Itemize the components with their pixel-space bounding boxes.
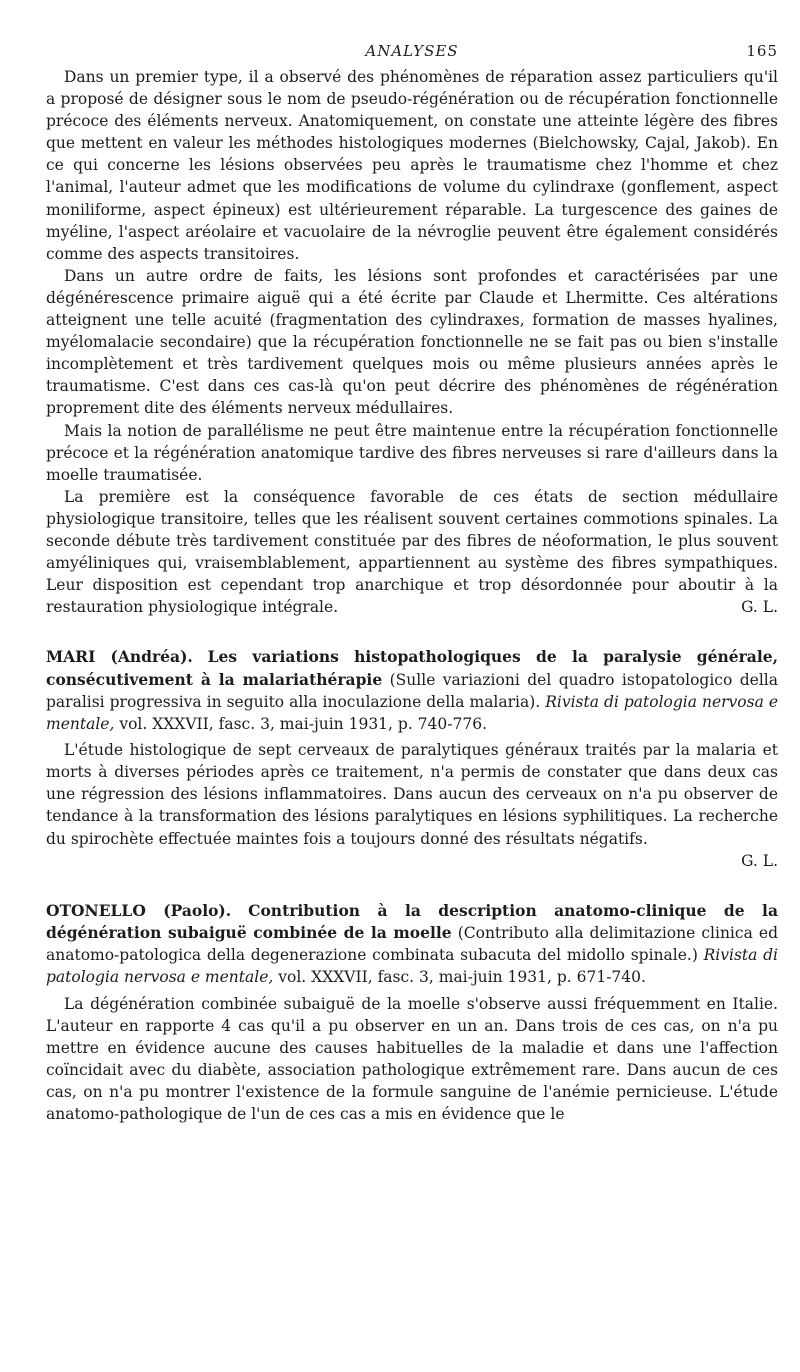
entry-title: Contribution à la description anatomo-clinique de la dégénération subaiguë combinée de la moelle xyxy=(46,900,778,942)
entry-author: OTONELLO (Paolo). xyxy=(46,900,232,920)
entry-citation: vol. XXXVII, fasc. 3, mai-juin 1931, p. 671-740. xyxy=(278,968,646,987)
intro-paragraph-4-text: La première est la conséquence favorable de ces états de section médullaire physiologique transitoire, telles que les réalisent souvent certaines commotions spinales. La seconde débute très tardivement constituée par des fibres de néoformation, le plus souvent amyéliniques qui, vraisemblablement, appartiennent au système des fibres sympathiques. Leur disposition est cependant trop anarchique et trop désordonnée pour aboutir à la restauration physiologique intégrale. xyxy=(46,487,778,617)
intro-paragraph-2: Dans un autre ordre de faits, les lésions sont profondes et caractérisées par une dégénérescence primaire aiguë qui a été écrite par Claude et Lhermitte. Ces altérations atteignent une telle acuité (fragmentation des cylindraxes, formation de masses hyalines, myélomalacie secondaire) que la récupération fonctionnelle ne se fait pas ou bien s'installe incomplètement et très tardivement quelques mois ou même plusieurs années après le traumatisme. C'est dans ces cas-là qu'on peut décrire des phénomènes de régénération proprement dite des éléments nerveux médullaires. xyxy=(46,266,778,418)
page-number: 165 xyxy=(746,42,778,60)
entry-original-title: (Sulle variazioni del quadro istopatologico della paralisi progressiva in seguito alla inoculazione della malaria). xyxy=(46,670,778,711)
entry-author: MARI (Andréa). xyxy=(46,647,193,667)
review-entry-otonello xyxy=(46,900,778,1125)
entry-heading xyxy=(46,900,778,989)
entry-signature: G. L. xyxy=(741,851,778,870)
entry-original-title: (Contributo alla delimitazione clinica ed anatomo-patologica della degenerazione combinata subacuta del midollo spinale.) xyxy=(46,923,778,965)
entry-body: L'étude histologique de sept cerveaux de paralytiques généraux traités par la malaria et morts à diverses périodes après ce traitement, n'a permis de constater que dans deux cas une régression des lésions inflammatoires. Dans aucun des cerveaux on n'a pu observer de tendance à la transformation des lésions paralytiques en lésions syphilitiques. La recherche du spirochète effectuée maintes fois a toujours donné des résultats négatifs. xyxy=(46,741,778,848)
intro-paragraph-1: Dans un premier type, il a observé des phénomènes de réparation assez particuliers qu'il a proposé de désigner sous le nom de pseudo-régénération ou de récupération fonctionnelle précoce des éléments nerveux. Anatomiquement, on constate une atteinte légère des fibres que mettent en valeur les méthodes histologiques modernes (Bielchowsky, Cajal, Jakob). En ce qui concerne les lésions observées peu après le traumatisme chez l'homme et chez l'animal, l'auteur admet que les modifications de volume du cylindraxe (gonflement, aspect moniliforme, aspect épineux) est ultérieurement réparable. La turgescence des gaines de myéline, l'aspect aréolaire et vacuolaire de la névroglie peuvent être également considérés comme des aspects transitoires. xyxy=(46,68,778,263)
entry-body: La dégénération combinée subaiguë de la moelle s'observe aussi fréquemment en Italie. L'auteur en rapporte 4 cas qu'il a pu observer en un an. Dans trois de ces cas, on n'a pu mettre en évidence aucune des causes habituelles de la maladie et dans une l'affection coïncidait avec du diabète, association pathologique extrêmement rare. Dans aucun de ces cas, on n'a pu montrer l'existence de la formule sanguine de l'anémie pernicieuse. L'étude anatomo-pathologique de l'un de ces cas a mis en évidence que le xyxy=(46,994,778,1123)
entry-journal: Rivista di patologia nervosa e mentale, xyxy=(46,692,778,733)
entry-heading xyxy=(46,646,778,735)
running-title: ANALYSES xyxy=(365,42,459,60)
intro-review-continuation xyxy=(46,66,778,618)
intro-paragraph-3: Mais la notion de parallélisme ne peut être maintenue entre la récupération fonctionnelle précoce et la régénération anatomique tardive des fibres nerveuses si rare d'ailleurs dans la moelle traumatisée. xyxy=(46,421,778,484)
entry-journal: Rivista di patologia nervosa e mentale, xyxy=(46,946,779,987)
journal-page xyxy=(46,42,778,1125)
review-entry-mari xyxy=(46,646,778,871)
intro-signature: G. L. xyxy=(741,598,778,617)
entry-title: Les variations histopathologiques de la paralysie générale, consécutivement à la malariathérapie xyxy=(46,647,778,689)
running-header xyxy=(46,42,778,66)
entry-citation: vol. XXXVII, fasc. 3, mai-juin 1931, p. 740-776. xyxy=(119,714,488,733)
intro-paragraph-4 xyxy=(46,486,778,619)
